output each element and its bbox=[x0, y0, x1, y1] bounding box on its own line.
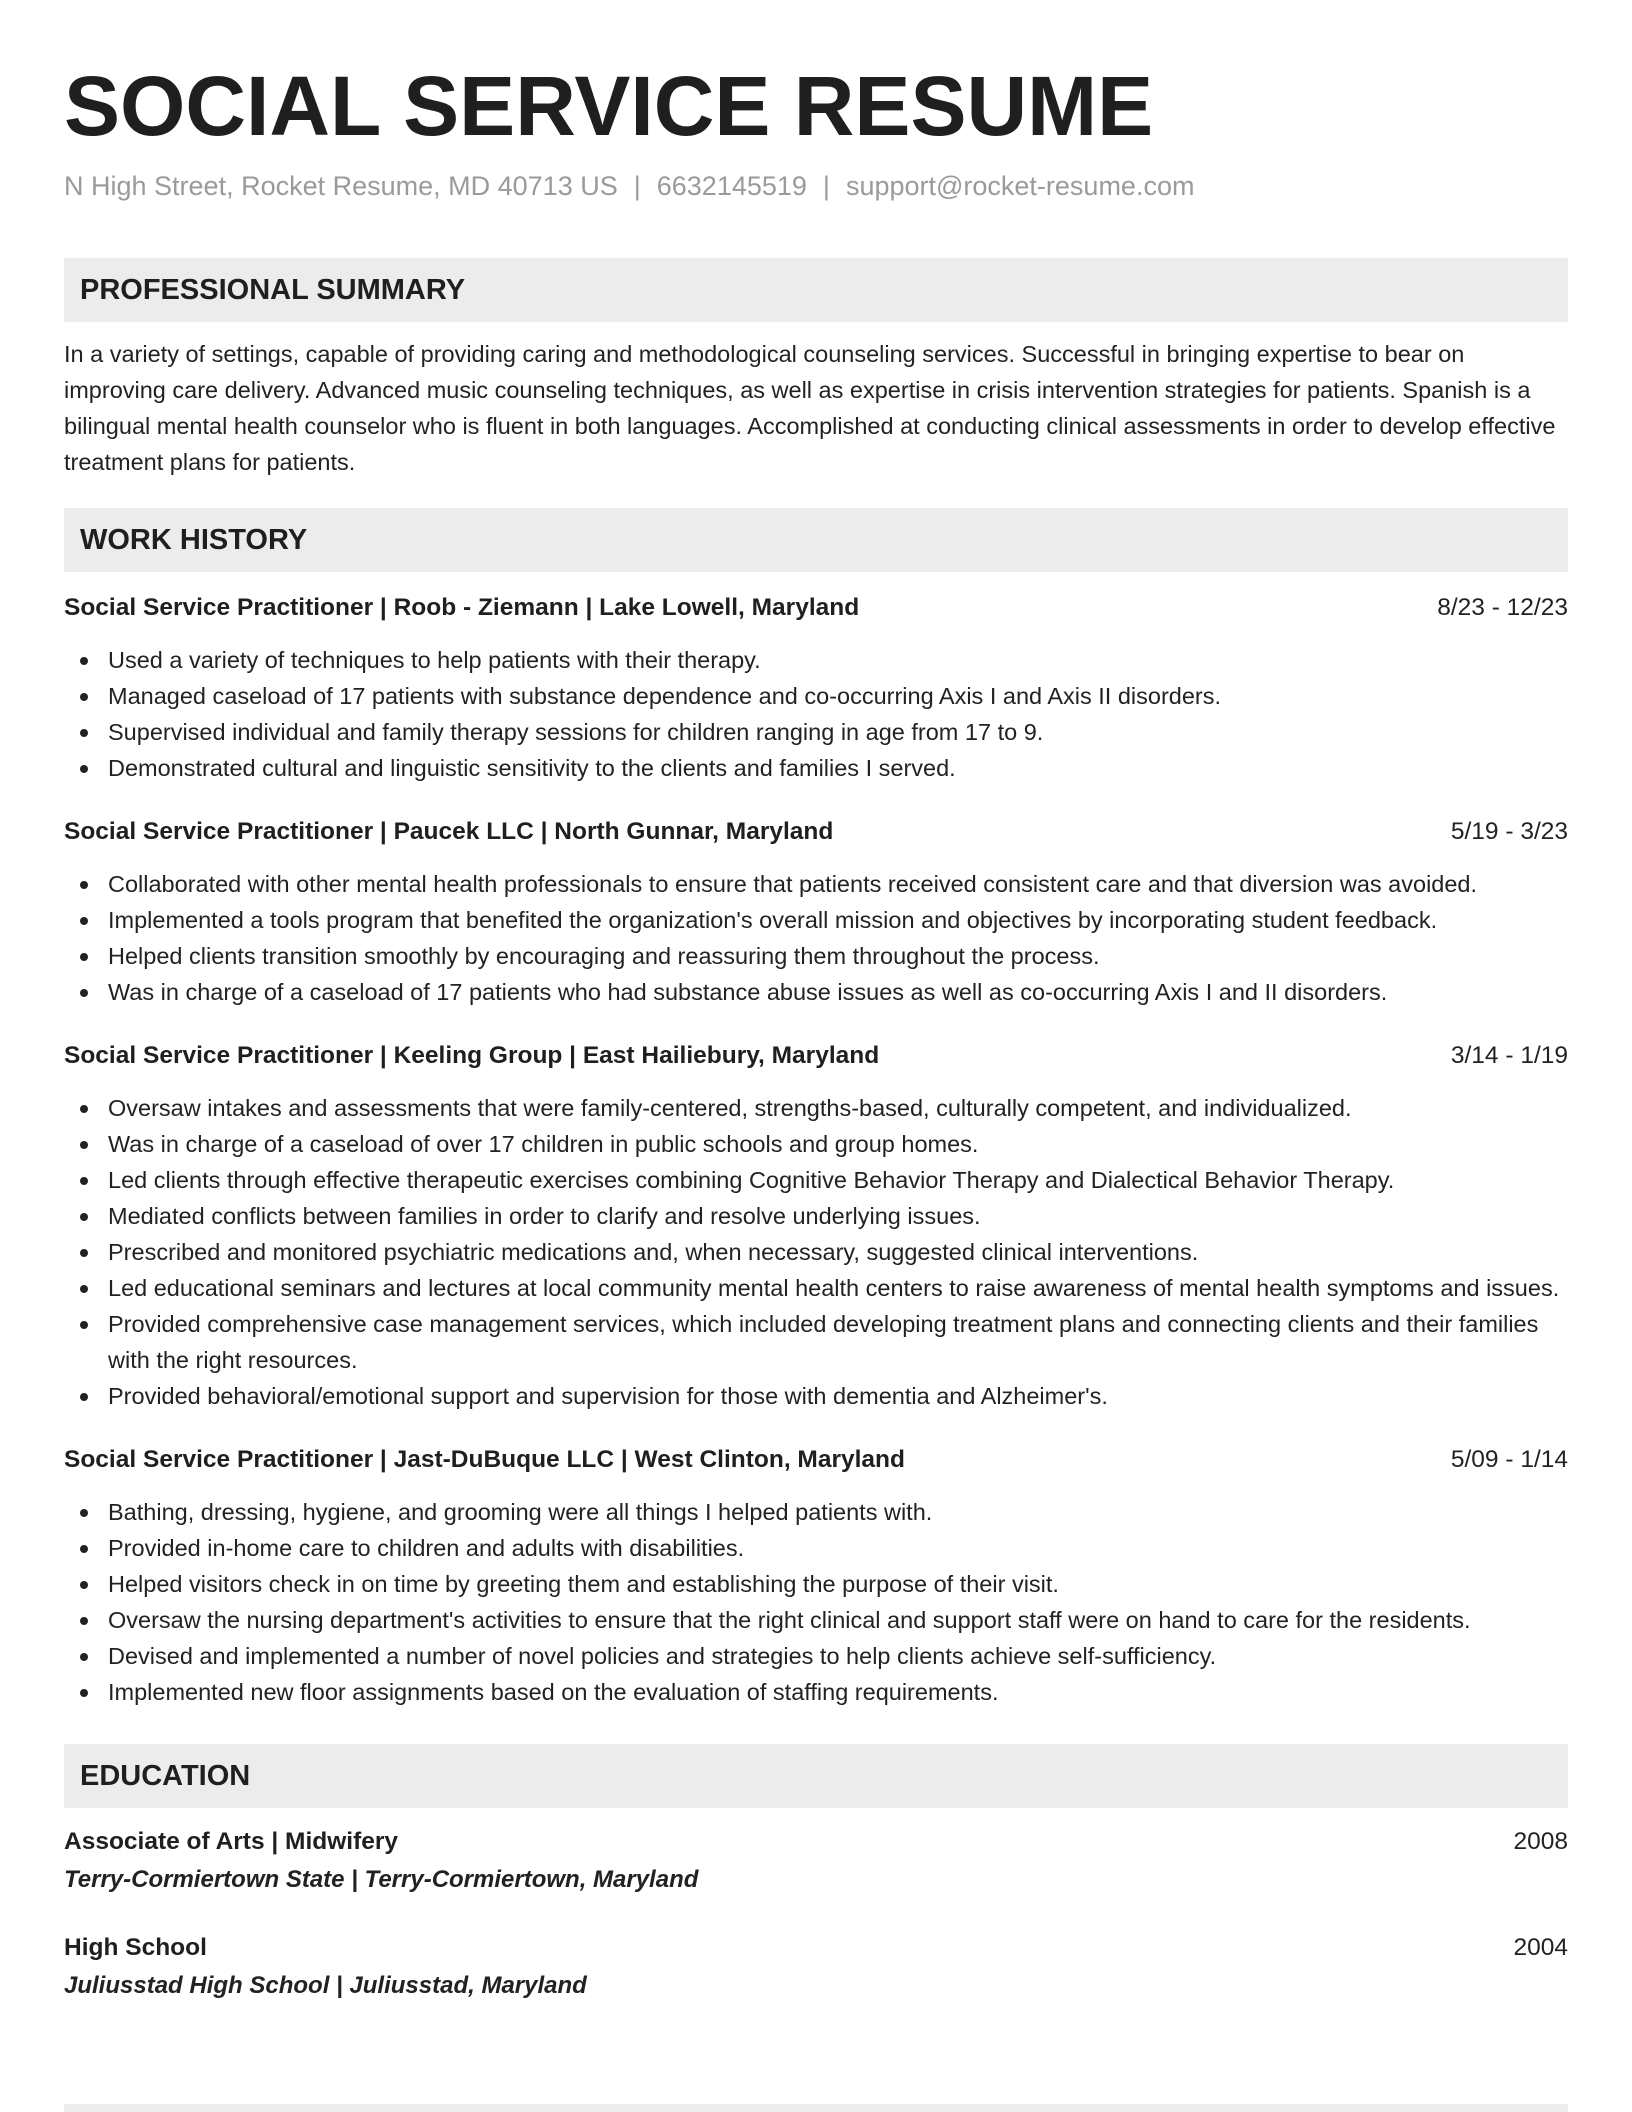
job-bullet bbox=[64, 1270, 1568, 1306]
bullet-icon bbox=[80, 1581, 88, 1589]
education-header bbox=[64, 1930, 1568, 1966]
job-bullet-text: Led clients through effective therapeutic exercises combining Cognitive Behavior Therapy and Dialectical Behavior Therapy. bbox=[108, 1167, 1395, 1193]
bullet-icon bbox=[80, 1653, 88, 1661]
section-header-education: EDUCATION bbox=[64, 1744, 1568, 1808]
job-bullet bbox=[64, 938, 1568, 974]
summary-text: In a variety of settings, capable of providing caring and methodological counseling services. Successful in bringing expertise to bear on improving care delivery. Advanced music counseling techniques, as well as expertise in crisis intervention strategies for patients. Spanish is a bilingual mental health counselor who is fluent in both languages. Accomplished at conducting clinical assessments in order to develop effective treatment plans for patients. bbox=[64, 341, 1556, 475]
job-header bbox=[64, 590, 1568, 626]
bullet-icon bbox=[80, 989, 88, 997]
job-bullet-list bbox=[64, 866, 1568, 1010]
job-bullet bbox=[64, 866, 1568, 902]
education-year: 2004 bbox=[1513, 1934, 1568, 1961]
job-bullet bbox=[64, 974, 1568, 1010]
bullet-icon bbox=[80, 693, 88, 701]
bullet-icon bbox=[80, 1617, 88, 1625]
bullet-icon bbox=[80, 1689, 88, 1697]
job-bullet-text: Implemented a tools program that benefited the organization's overall mission and objectives by incorporating student feedback. bbox=[108, 907, 1438, 933]
job-dates: 5/19 - 3/23 bbox=[1450, 818, 1568, 845]
job-bullet-text: Implemented new floor assignments based on the evaluation of staffing requirements. bbox=[108, 1679, 999, 1705]
bullet-icon bbox=[80, 1393, 88, 1401]
job-bullet bbox=[64, 678, 1568, 714]
education-school: Terry-Cormiertown State | Terry-Cormiertown, Maryland bbox=[64, 1866, 699, 1893]
bullet-icon bbox=[80, 1509, 88, 1517]
bullet-icon bbox=[80, 953, 88, 961]
job-bullet bbox=[64, 642, 1568, 678]
job-entry bbox=[64, 590, 1568, 786]
job-bullet-text: Demonstrated cultural and linguistic sensitivity to the clients and families I served. bbox=[108, 755, 956, 781]
bullet-icon bbox=[80, 1213, 88, 1221]
education-entry bbox=[64, 1824, 1568, 1900]
job-entry bbox=[64, 1038, 1568, 1414]
job-heading: Social Service Practitioner | Roob - Ziemann | Lake Lowell, Maryland bbox=[64, 594, 860, 621]
bullet-icon bbox=[80, 1249, 88, 1257]
job-bullet bbox=[64, 1126, 1568, 1162]
bullet-icon bbox=[80, 881, 88, 889]
job-bullet bbox=[64, 1198, 1568, 1234]
contact-email: support@rocket-resume.com bbox=[845, 171, 1195, 201]
job-bullet bbox=[64, 1674, 1568, 1710]
job-bullet bbox=[64, 1090, 1568, 1126]
job-header bbox=[64, 1038, 1568, 1074]
job-bullet bbox=[64, 902, 1568, 938]
bullet-icon bbox=[80, 917, 88, 925]
contact-phone: 6632145519 bbox=[656, 171, 807, 201]
job-bullet-text: Prescribed and monitored psychiatric medications and, when necessary, suggested clinical interventions. bbox=[108, 1239, 1199, 1265]
education-degree: Associate of Arts | Midwifery bbox=[64, 1828, 399, 1855]
education-degree: High School bbox=[64, 1934, 207, 1961]
bullet-icon bbox=[80, 1545, 88, 1553]
job-bullet bbox=[64, 1566, 1568, 1602]
job-bullet bbox=[64, 714, 1568, 750]
bullet-icon bbox=[80, 1285, 88, 1293]
job-bullet-text: Oversaw the nursing department's activities to ensure that the right clinical and support staff were on hand to care for the residents. bbox=[108, 1607, 1471, 1633]
job-bullet-text: Was in charge of a caseload of 17 patients who had substance abuse issues as well as co-occurring Axis I and II disorders. bbox=[108, 979, 1388, 1005]
job-entry bbox=[64, 1442, 1568, 1710]
job-bullet-text: Oversaw intakes and assessments that were family-centered, strengths-based, culturally competent, and individualized. bbox=[108, 1095, 1352, 1121]
job-bullet-text: Used a variety of techniques to help patients with their therapy. bbox=[108, 647, 761, 673]
contact-line bbox=[64, 168, 1568, 204]
job-bullet bbox=[64, 1378, 1568, 1414]
job-bullet bbox=[64, 1162, 1568, 1198]
education-school: Juliusstad High School | Juliusstad, Maryland bbox=[64, 1972, 587, 1999]
contact-separator: | bbox=[822, 171, 830, 201]
bullet-icon bbox=[80, 1141, 88, 1149]
job-bullet-text: Was in charge of a caseload of over 17 children in public schools and group homes. bbox=[108, 1131, 979, 1157]
job-bullet-text: Helped visitors check in on time by greeting them and establishing the purpose of their visit. bbox=[108, 1571, 1059, 1597]
job-header bbox=[64, 1442, 1568, 1478]
job-bullet-list bbox=[64, 1090, 1568, 1414]
section-header-work-history: WORK HISTORY bbox=[64, 508, 1568, 572]
job-header bbox=[64, 814, 1568, 850]
bullet-icon bbox=[80, 765, 88, 773]
job-bullet-text: Managed caseload of 17 patients with substance dependence and co-occurring Axis I and Axis II disorders. bbox=[108, 683, 1222, 709]
contact-address: N High Street, Rocket Resume, MD 40713 US bbox=[64, 171, 618, 201]
job-heading: Social Service Practitioner | Keeling Group | East Hailiebury, Maryland bbox=[64, 1042, 880, 1069]
job-bullet-text: Provided behavioral/emotional support and supervision for those with dementia and Alzheimer's. bbox=[108, 1383, 1108, 1409]
job-bullet-text: Devised and implemented a number of novel policies and strategies to help clients achieve self-sufficiency. bbox=[108, 1643, 1217, 1669]
bottom-divider bbox=[64, 2104, 1568, 2112]
job-bullet bbox=[64, 1494, 1568, 1530]
job-bullet-text: Helped clients transition smoothly by encouraging and reassuring them throughout the process. bbox=[108, 943, 1100, 969]
education-year: 2008 bbox=[1513, 1828, 1568, 1855]
section-header-summary: PROFESSIONAL SUMMARY bbox=[64, 258, 1568, 322]
job-dates: 5/09 - 1/14 bbox=[1450, 1446, 1568, 1473]
bullet-icon bbox=[80, 729, 88, 737]
education-entry bbox=[64, 1930, 1568, 2006]
job-bullet-list bbox=[64, 642, 1568, 786]
job-heading: Social Service Practitioner | Paucek LLC | North Gunnar, Maryland bbox=[64, 818, 834, 845]
job-bullet bbox=[64, 1306, 1568, 1378]
job-entry bbox=[64, 814, 1568, 1010]
bullet-icon bbox=[80, 657, 88, 665]
job-bullet-text: Mediated conflicts between families in order to clarify and resolve underlying issues. bbox=[108, 1203, 981, 1229]
job-dates: 8/23 - 12/23 bbox=[1437, 594, 1568, 621]
job-bullet bbox=[64, 1602, 1568, 1638]
job-bullet-list bbox=[64, 1494, 1568, 1710]
bullet-icon bbox=[80, 1321, 88, 1329]
job-bullet-text: Led educational seminars and lectures at local community mental health centers to raise awareness of mental health symptoms and issues. bbox=[108, 1275, 1560, 1301]
education-header bbox=[64, 1824, 1568, 1860]
job-bullet bbox=[64, 750, 1568, 786]
job-bullet bbox=[64, 1234, 1568, 1270]
job-bullet-text: Collaborated with other mental health professionals to ensure that patients received consistent care and that diversion was avoided. bbox=[108, 871, 1478, 897]
resume-title: SOCIAL SERVICE RESUME bbox=[64, 59, 1154, 153]
job-bullet bbox=[64, 1530, 1568, 1566]
bullet-icon bbox=[80, 1105, 88, 1113]
job-bullet bbox=[64, 1638, 1568, 1674]
job-bullet-text: Supervised individual and family therapy sessions for children ranging in age from 17 to 9. bbox=[108, 719, 1044, 745]
resume-page bbox=[64, 0, 1568, 2006]
job-dates: 3/14 - 1/19 bbox=[1450, 1042, 1568, 1069]
job-bullet-text: Bathing, dressing, hygiene, and grooming were all things I helped patients with. bbox=[108, 1499, 933, 1525]
bullet-icon bbox=[80, 1177, 88, 1185]
job-bullet-text: Provided comprehensive case management services, which included developing treatment plans and connecting clients and their families with the right resources. bbox=[108, 1311, 1539, 1373]
contact-separator: | bbox=[633, 171, 641, 201]
job-heading: Social Service Practitioner | Jast-DuBuque LLC | West Clinton, Maryland bbox=[64, 1446, 905, 1473]
job-bullet-text: Provided in-home care to children and adults with disabilities. bbox=[108, 1535, 745, 1561]
